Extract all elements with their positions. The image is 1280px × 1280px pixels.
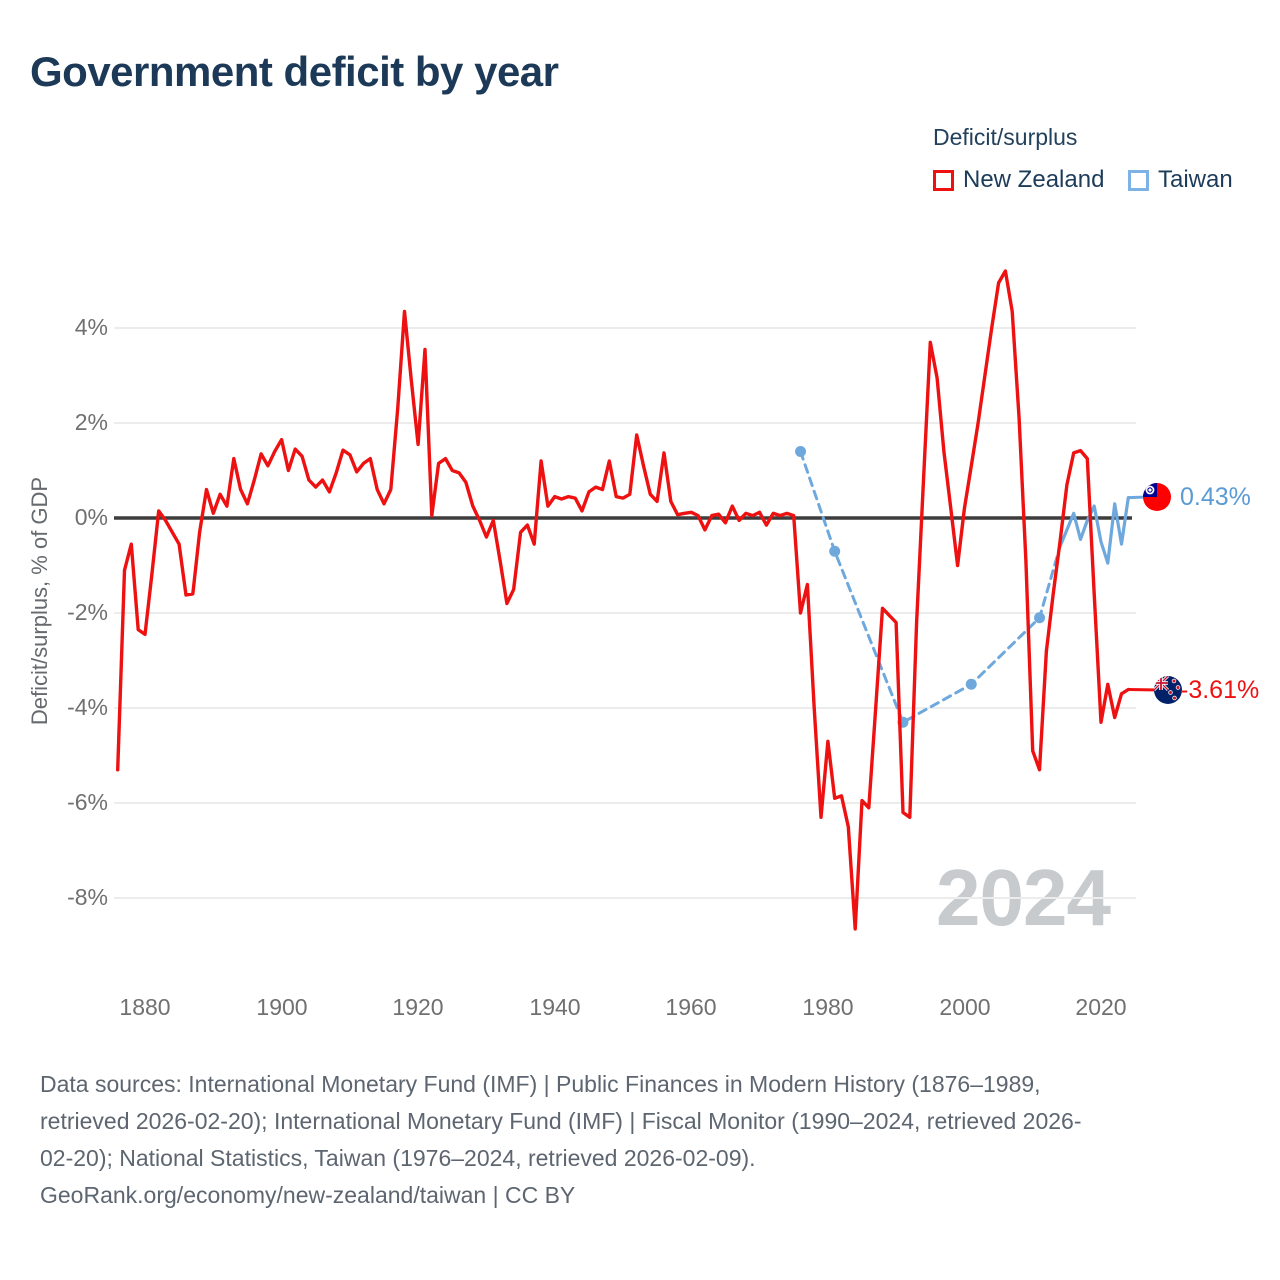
legend-item-taiwan[interactable] bbox=[1128, 166, 1233, 194]
taiwan-data-point[interactable] bbox=[829, 546, 840, 557]
taiwan-swatch-icon bbox=[1128, 170, 1149, 191]
y-tick-2: 2% bbox=[74, 409, 108, 435]
watermark-year: 2024 bbox=[936, 853, 1110, 942]
new-zealand-line[interactable] bbox=[118, 271, 1129, 929]
taiwan-data-point[interactable] bbox=[1034, 612, 1045, 623]
new-zealand-end-value-label: -3.61% bbox=[1180, 676, 1260, 704]
x-tick-1940: 1940 bbox=[529, 994, 581, 1020]
legend-label: New Zealand bbox=[963, 166, 1105, 193]
x-tick-1880: 1880 bbox=[119, 994, 171, 1020]
x-tick-1960: 1960 bbox=[665, 994, 717, 1020]
x-tick-1900: 1900 bbox=[256, 994, 308, 1020]
legend-label: Taiwan bbox=[1158, 166, 1233, 193]
y-tick-neg8: -8% bbox=[67, 884, 108, 910]
new-zealand-flag-icon bbox=[1154, 676, 1182, 704]
taiwan-flag-icon bbox=[1143, 483, 1171, 511]
legend-item-new-zealand[interactable] bbox=[933, 166, 1104, 194]
y-tick-0: 0% bbox=[74, 504, 108, 530]
taiwan-end-value-label: 0.43% bbox=[1180, 483, 1251, 511]
taiwan-data-point[interactable] bbox=[795, 446, 806, 457]
footer-line: 02-20); National Statistics, Taiwan (1976–2024, retrieved 2026-02-09). bbox=[40, 1145, 756, 1171]
footer-line: retrieved 2026-02-20); International Monetary Fund (IMF) | Fiscal Monitor (1990–2024, retrieved 2026- bbox=[40, 1108, 1082, 1134]
x-tick-1980: 1980 bbox=[802, 994, 854, 1020]
data-sources-footer bbox=[40, 1066, 1240, 1214]
page-title: Government deficit by year bbox=[30, 48, 559, 95]
taiwan-line-solid[interactable] bbox=[1060, 498, 1128, 563]
footer-line: Data sources: International Monetary Fund (IMF) | Public Finances in Modern History (1876–1989, bbox=[40, 1071, 1041, 1097]
y-tick-4: 4% bbox=[74, 314, 108, 340]
gridlines bbox=[114, 328, 1136, 898]
x-tick-2000: 2000 bbox=[939, 994, 991, 1020]
x-tick-2020: 2020 bbox=[1075, 994, 1127, 1020]
taiwan-data-point[interactable] bbox=[966, 679, 977, 690]
x-tick-1920: 1920 bbox=[392, 994, 444, 1020]
y-tick-neg2: -2% bbox=[67, 599, 108, 625]
y-axis-title: Deficit/surplus, % of GDP bbox=[27, 476, 52, 726]
new-zealand-swatch-icon bbox=[933, 170, 954, 191]
footer-line: GeoRank.org/economy/new-zealand/taiwan | CC BY bbox=[40, 1182, 576, 1208]
y-tick-neg6: -6% bbox=[67, 789, 108, 815]
y-tick-neg4: -4% bbox=[67, 694, 108, 720]
legend-title: Deficit/surplus bbox=[933, 124, 1078, 150]
